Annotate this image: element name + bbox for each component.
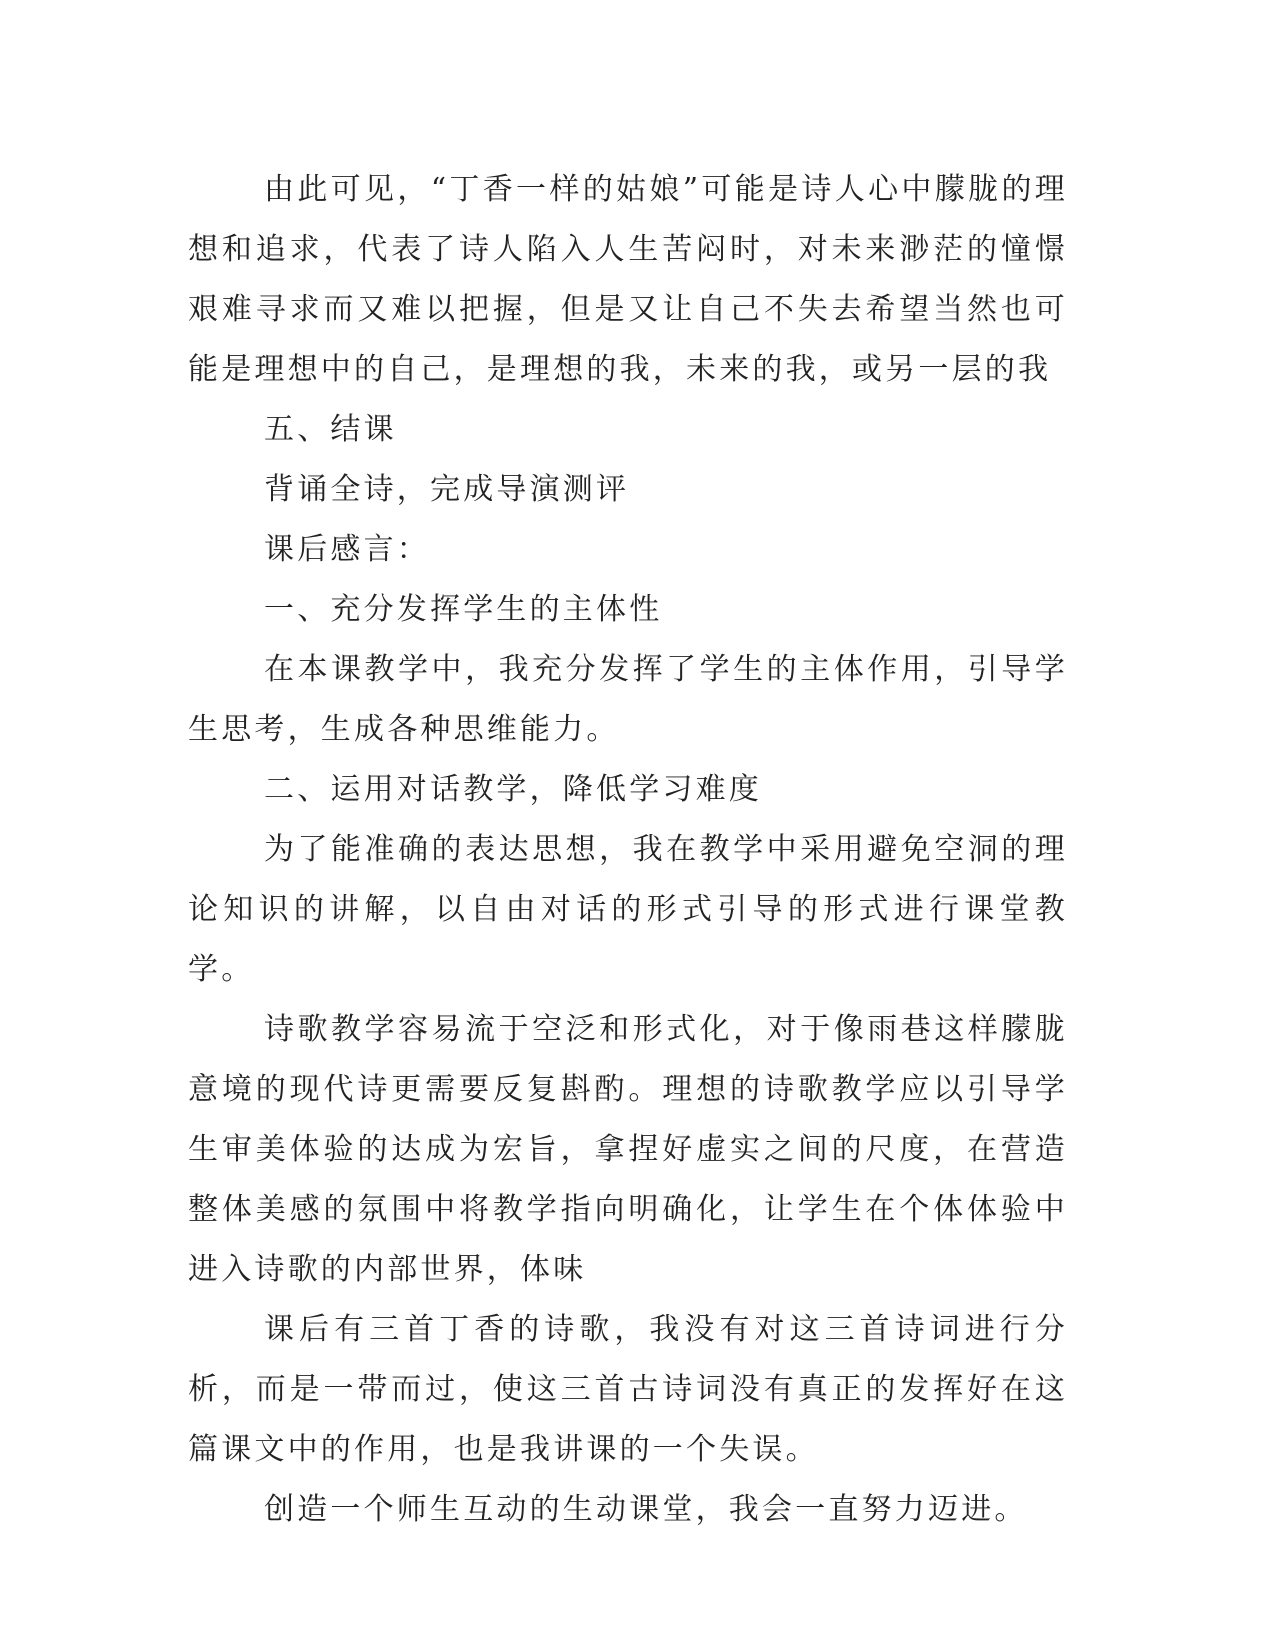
paragraph-homework: 背诵全诗，完成导演测评 bbox=[264, 472, 630, 507]
paragraph-shortcoming: 课后有三首丁香的诗歌，我没有对这三首诗词进行分析，而是一带而过，使这三首古诗词没有真正的发挥好在这篇课文中的作用，也是我讲课的一个失误。 bbox=[188, 1312, 1068, 1467]
document-body bbox=[188, 160, 1068, 1540]
section-heading-wrap-up: 五、结课 bbox=[264, 412, 397, 447]
paragraph-dialogue-teaching: 为了能准确的表达思想，我在教学中采用避免空洞的理论知识的讲解，以自由对话的形式引导的形式进行课堂教学。 bbox=[188, 832, 1068, 987]
subheading-student-subjectivity: 一、充分发挥学生的主体性 bbox=[264, 592, 663, 627]
paragraph-student-subjectivity: 在本课教学中，我充分发挥了学生的主体作用，引导学生思考，生成各种思维能力。 bbox=[188, 652, 1068, 747]
paragraph-poetry-teaching: 诗歌教学容易流于空泛和形式化，对于像雨巷这样朦胧意境的现代诗更需要反复斟酌。理想的诗歌教学应以引导学生审美体验的达成为宏旨，拿捏好虚实之间的尺度，在营造整体美感的氛围中将教学指向明确化，让学生在个体体验中进入诗歌的内部世界，体味 bbox=[188, 1012, 1068, 1287]
section-heading-reflection: 课后感言： bbox=[264, 532, 430, 567]
subheading-dialogue-teaching: 二、运用对话教学，降低学习难度 bbox=[264, 772, 762, 807]
paragraph-closing: 创造一个师生互动的生动课堂，我会一直努力迈进。 bbox=[264, 1492, 1028, 1527]
paragraph-conclusion: 由此可见，“丁香一样的姑娘”可能是诗人心中朦胧的理想和追求，代表了诗人陷入人生苦闷时，对未来渺茫的憧憬艰难寻求而又难以把握，但是又让自己不失去希望当然也可能是理想中的自己，是理想的我，未来的我，或另一层的我 bbox=[188, 172, 1068, 387]
